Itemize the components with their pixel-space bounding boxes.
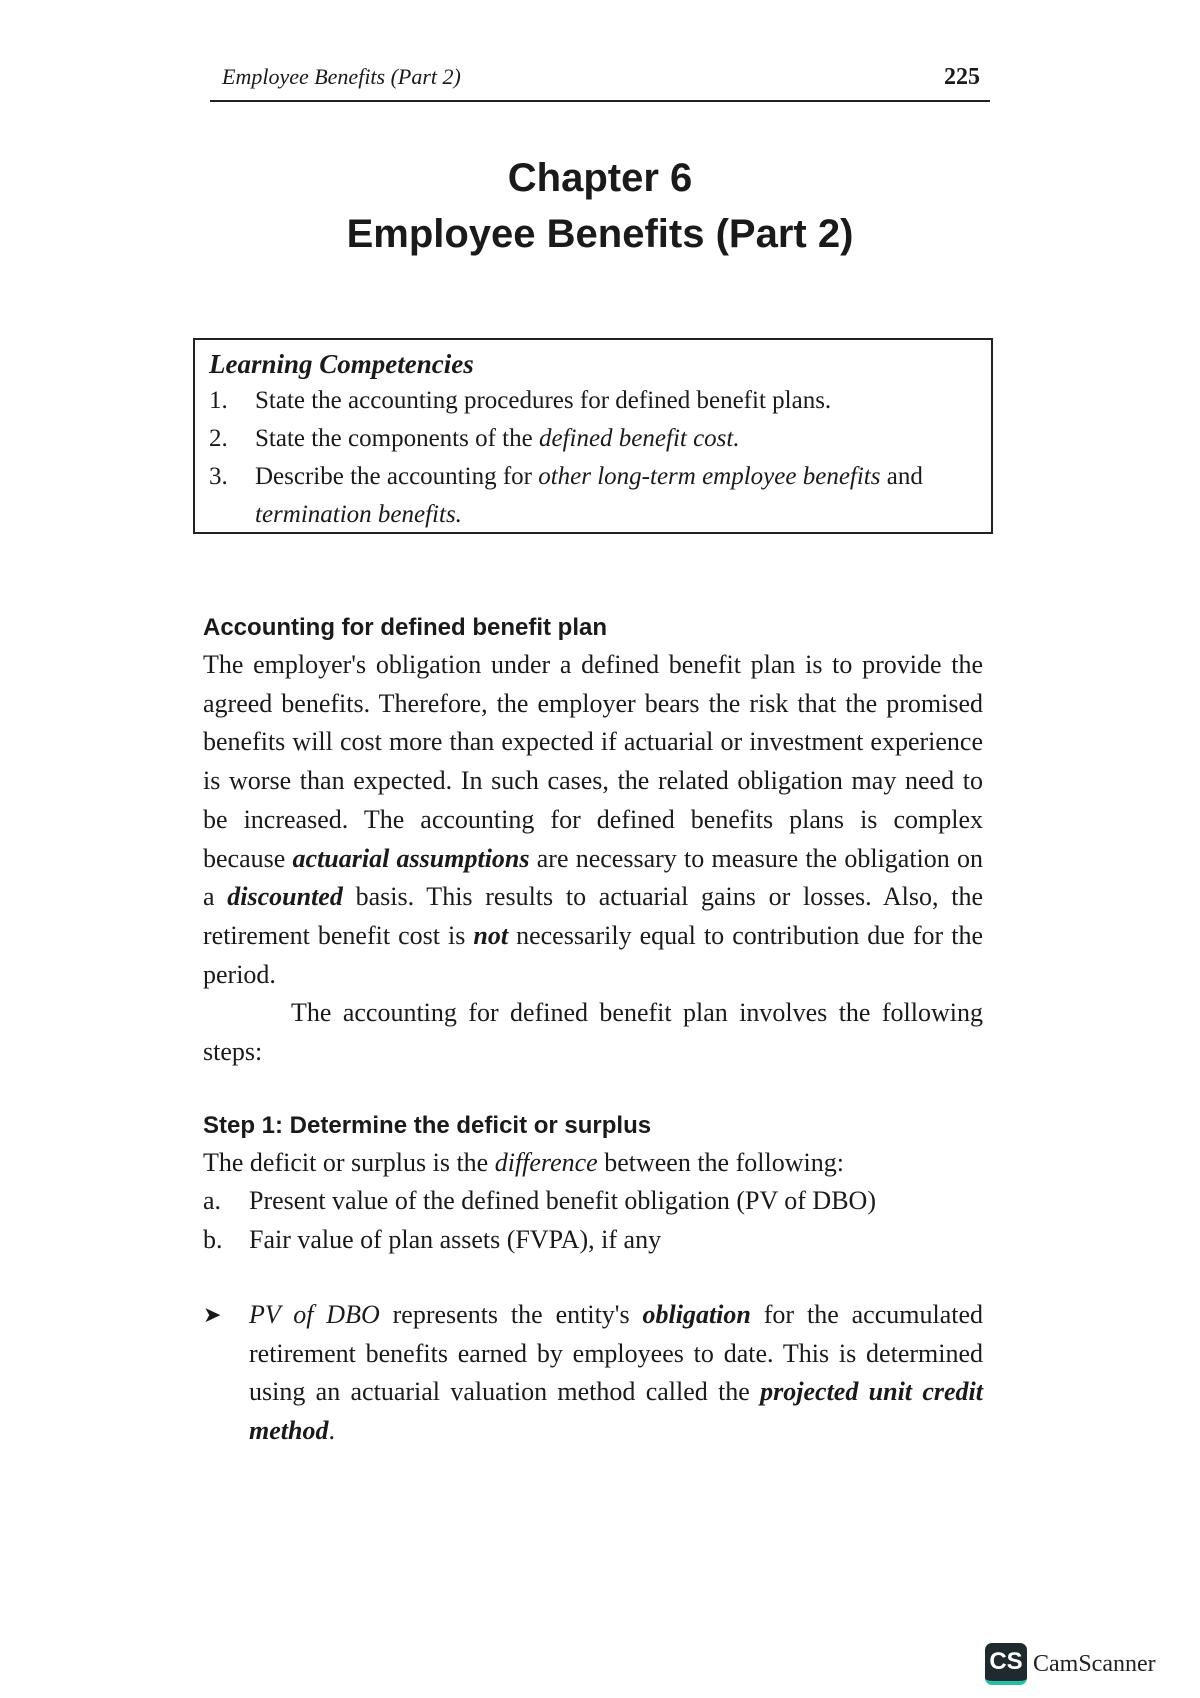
main-content xyxy=(203,610,983,1451)
competency-number: 2. xyxy=(209,425,228,452)
step1-item-text: Present value of the defined benefit obligation (PV of DBO) xyxy=(249,1186,876,1216)
competency-item xyxy=(209,382,977,420)
step1-item xyxy=(203,1182,983,1221)
section-paragraph xyxy=(203,646,983,994)
bullet-run: represents the entity's xyxy=(379,1299,643,1329)
competency-text: and xyxy=(880,463,923,490)
competency-text: State the components of the xyxy=(255,425,539,452)
competency-text: defined benefit cost. xyxy=(538,425,740,452)
running-header xyxy=(210,60,990,102)
arrow-bullet-icon: ➤ xyxy=(203,1301,222,1327)
competency-number: 1. xyxy=(209,387,228,414)
competency-text: Describe the accounting for xyxy=(255,463,539,490)
competency-item xyxy=(209,458,977,534)
chapter-title: Employee Benefits (Part 2) xyxy=(346,212,854,256)
bullet-text xyxy=(249,1296,983,1451)
para1-run: basis. This results to actuarial gains or losses. Also, the retirement benefit cost is xyxy=(203,882,983,950)
bullet-run: obligation xyxy=(642,1299,751,1329)
bullet-run: projected unit credit method xyxy=(249,1377,983,1445)
competency-item xyxy=(209,420,977,458)
para1-run: The employer's obligation under a defined benefit plan is to provide the agreed benefits. Therefore, the employer bears the risk that the promised benefits will cost more than expected if actuarial or investment experience is worse than expected. In such cases, the related obligation may need to be increased. The accounting for defined benefits plans is complex because xyxy=(203,650,983,873)
competency-text: termination benefits. xyxy=(255,501,462,528)
para1-run: not xyxy=(473,920,509,950)
competency-text: other long-term employee benefits xyxy=(538,463,881,490)
para1-run: are necessary to measure the obligation on a xyxy=(203,843,984,912)
steps-intro-paragraph: The accounting for defined benefit plan involves the following steps: xyxy=(203,998,983,1067)
competencies-title: Learning Competencies xyxy=(209,349,474,379)
bullet-run: PV of DBO xyxy=(249,1299,380,1329)
bullet-run: . xyxy=(328,1415,335,1445)
step1-intro-run: difference xyxy=(494,1147,598,1177)
pv-dbo-bullet xyxy=(203,1296,983,1451)
section-heading: Accounting for defined benefit plan xyxy=(203,614,607,641)
competencies-list xyxy=(209,382,977,534)
bullet-run: for the accumulated retirement benefits earned by employees to date. This is determined using an actuarial valuation method called the xyxy=(249,1299,984,1407)
competency-text: State the accounting procedures for defined benefit plans. xyxy=(255,387,832,414)
step1-item-letter: a. xyxy=(203,1186,222,1216)
page-number: 225 xyxy=(944,64,980,90)
para1-run: discounted xyxy=(227,882,343,912)
step1-items xyxy=(203,1182,983,1259)
running-title: Employee Benefits (Part 2) xyxy=(222,64,461,89)
camscanner-logo-icon: CS xyxy=(985,1643,1027,1685)
step1-intro xyxy=(203,1144,983,1183)
chapter-number: Chapter 6 xyxy=(507,156,693,200)
step1-intro-run: between the following: xyxy=(597,1147,844,1177)
para1-run: necessarily equal to contribution due for the period. xyxy=(203,920,983,989)
camscanner-watermark xyxy=(985,1642,1156,1686)
step1-item-letter: b. xyxy=(203,1225,223,1255)
chapter-heading xyxy=(210,150,990,262)
step1-item xyxy=(203,1221,983,1260)
step1-item-text: Fair value of plan assets (FVPA), if any xyxy=(249,1225,662,1255)
competency-number: 3. xyxy=(209,463,228,490)
learning-competencies-box xyxy=(193,338,993,534)
step1-intro-run: The deficit or surplus is the xyxy=(203,1147,495,1177)
para1-run: actuarial assumptions xyxy=(292,843,530,873)
step1-heading: Step 1: Determine the deficit or surplus xyxy=(203,1111,652,1139)
camscanner-brand: CamScanner xyxy=(1033,1650,1156,1677)
